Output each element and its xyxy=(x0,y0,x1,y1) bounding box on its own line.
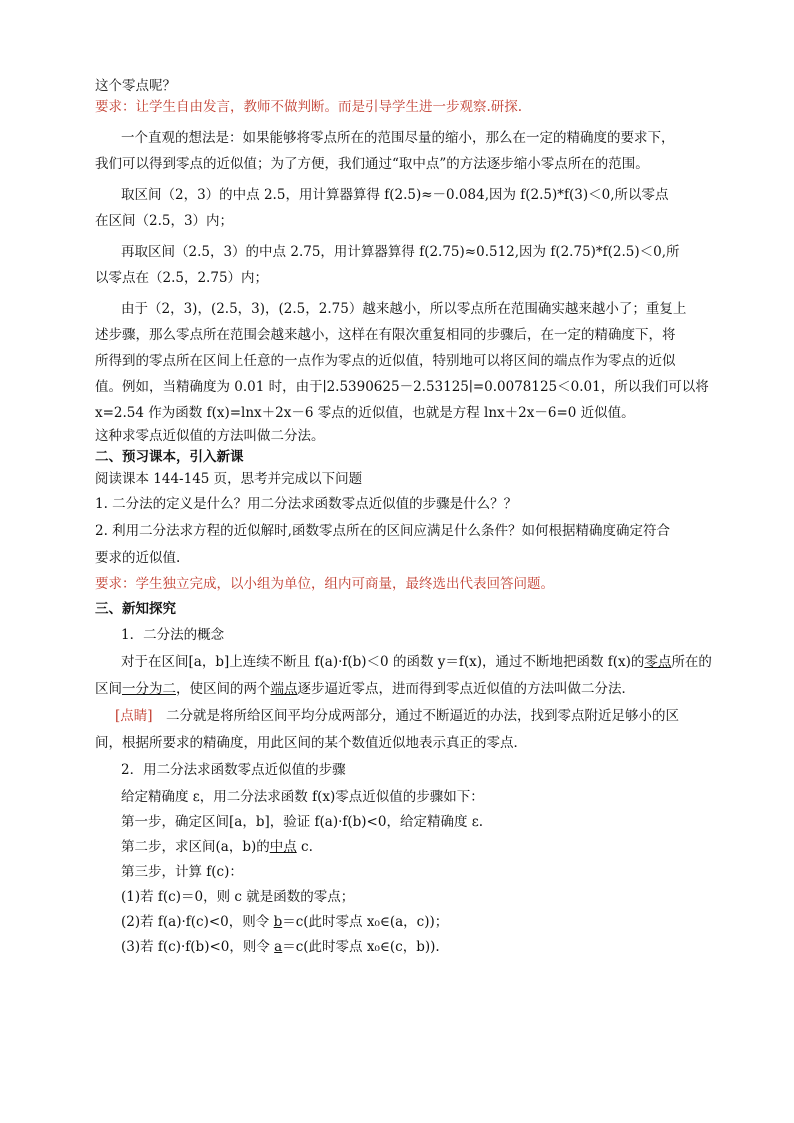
term-underlined: b xyxy=(273,914,283,930)
question-2-cont: 要求的近似值. xyxy=(95,550,181,566)
paragraph xyxy=(95,296,709,426)
text-span: 所在的 xyxy=(671,654,712,670)
paragraph xyxy=(95,182,705,234)
term-underlined: 一分为二 xyxy=(122,681,176,697)
text-line: 这种求零点近似值的方法叫做二分法。 xyxy=(95,428,325,444)
subsection-heading: 2．用二分法求函数零点近似值的步骤 xyxy=(121,762,346,778)
tip-line: 间，根据所要求的精确度，用此区间的某个数值近似地表示真正的零点． xyxy=(95,735,527,751)
tip-line xyxy=(95,703,705,730)
text-span: 逐步逼近零点，进而得到零点近似值的方法叫做二分法． xyxy=(297,681,635,697)
text-line: 取区间（2，3）的中点 2.5，用计算器算得 f(2.5)≈－0.084,因为 f(2.5)*f(3)＜0,所以零点 xyxy=(121,187,669,203)
text-span: ，使区间的两个 xyxy=(176,681,271,697)
subsection-heading: 1．二分法的概念 xyxy=(121,627,225,643)
term-underlined: 端点 xyxy=(270,681,298,697)
text-line: 阅读课本 144-145 页，思考并完成以下问题 xyxy=(95,471,363,487)
text-line: 述步骤，那么零点所在范围会越来越小，这样在有限次重复相同的步骤后，在一定的精确度下，将 xyxy=(95,327,676,343)
text-line: 以零点在（2.5，2.75）内； xyxy=(95,270,269,286)
paragraph xyxy=(95,125,705,177)
step-1: 第一步，确定区间[a，b]，验证 f(a)·f(b)<0，给定精确度 ε. xyxy=(121,814,484,830)
step-3: 第三步，计算 f(c)： xyxy=(121,864,243,880)
term-underlined: a xyxy=(274,939,283,955)
text-span: 第二步，求区间(a，b)的 xyxy=(121,839,270,855)
requirement-note: 要求：让学生自由发言，教师不做判断。而是引导学生进一步观察.研探. xyxy=(95,99,523,115)
text-span: 二分就是将所给区间平均分成两部分，通过不断逼近的办法，找到零点附近足够小的区 xyxy=(152,708,680,724)
section-heading: 三、新知探究 xyxy=(95,601,176,617)
text-line: x=2.54 作为函数 f(x)=lnx＋2x－6 零点的近似值，也就是方程 lnx＋2x－6=0 近似值。 xyxy=(95,405,635,421)
text-line: 在区间（2.5，3）内； xyxy=(95,213,234,229)
text-span: ＝c(此时零点 x₀∈(c，b)). xyxy=(282,939,440,955)
text-line: 给定精确度 ε，用二分法求函数 f(x)零点近似值的步骤如下： xyxy=(121,789,484,805)
definition-line xyxy=(95,676,705,703)
text-line: 由于（2，3)，(2.5，3)，(2.5，2.75）越来越小，所以零点所在范围确实越来越小了；重复上 xyxy=(121,301,687,317)
requirement-note: 要求：学生独立完成，以小组为单位，组内可商量，最终选出代表回答问题。 xyxy=(95,576,554,592)
text-span: 区间 xyxy=(95,681,122,697)
text-line: 值。例如，当精确度为 0.01 时，由于∣2.5390625－2.53125∣=0.0078125＜0.01，所以我们可以将 xyxy=(95,379,709,395)
text-line: 我们可以得到零点的近似值；为了方便，我们通过“取中点”的方法逐步缩小零点所在的范围。 xyxy=(95,156,649,172)
tip-tag: [点睛] xyxy=(115,708,153,724)
text-line: 所得到的零点所在区间上任意的一点作为零点的近似值，特别地可以将区间的端点作为零点的近似 xyxy=(95,353,676,369)
definition-line xyxy=(95,649,712,676)
term-underlined: 中点 xyxy=(269,839,297,855)
term-underlined: 零点 xyxy=(644,654,672,670)
text-line: 一个直观的想法是：如果能够将零点所在的范围尽量的缩小，那么在一定的精确度的要求下， xyxy=(121,130,675,146)
case-2 xyxy=(95,910,705,935)
text-span: ＝c(此时零点 x₀∈(a，c))； xyxy=(282,914,449,930)
text-span: c. xyxy=(296,839,313,855)
document-body xyxy=(95,76,712,960)
question-1: 1. 二分法的定义是什么？用二分法求函数零点近似值的步骤是什么？？ xyxy=(95,496,518,512)
text-line: 再取区间（2.5，3）的中点 2.75，用计算器算得 f(2.75)≈0.512,因为 f(2.75)*f(2.5)＜0,所 xyxy=(121,244,680,260)
text-span: (2)若 f(a)·f(c)<0，则令 xyxy=(121,914,274,930)
section-heading: 二、预习课本，引入新课 xyxy=(95,449,244,465)
text-span: 对于在区间[a，b]上连续不断且 f(a)·f(b)＜0 的函数 y＝f(x)，通过不断地把函数 f(x)的 xyxy=(121,654,645,670)
step-2 xyxy=(95,835,705,860)
case-3 xyxy=(95,935,705,960)
case-1: (1)若 f(c)＝0，则 c 就是函数的零点； xyxy=(121,889,355,905)
text-line: 这个零点呢？ xyxy=(95,78,176,94)
text-span: (3)若 f(c)·f(b)<0，则令 xyxy=(121,939,275,955)
question-2: 2. 利用二分法求方程的近似解时,函数零点所在的区间应满足什么条件？如何根据精确度确定符合 xyxy=(95,523,670,539)
paragraph xyxy=(95,239,705,291)
